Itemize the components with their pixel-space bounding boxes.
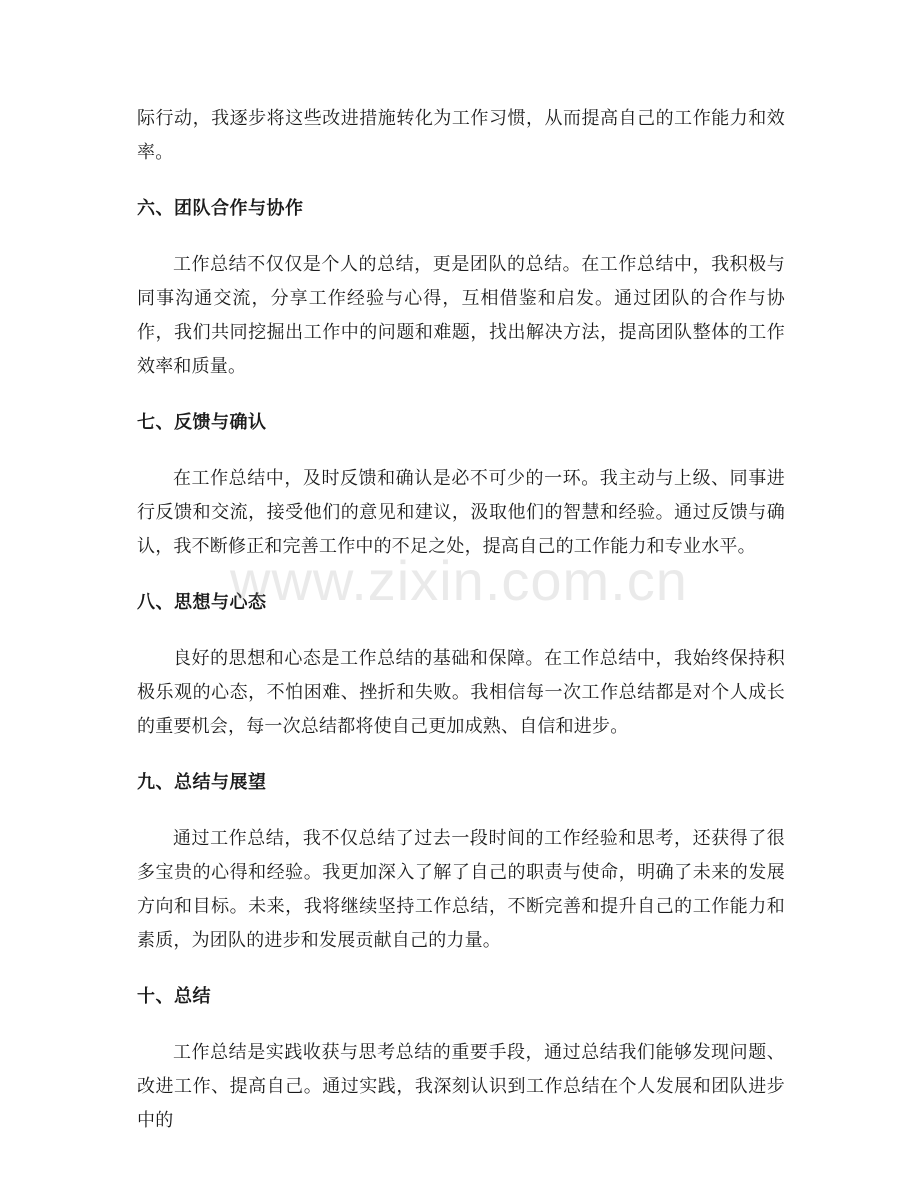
section-paragraph-10: 工作总结是实践收获与思考总结的重要手段，通过总结我们能够发现问题、改进工作、提高自己。通过实践，我深刻认识到工作总结在个人发展和团队进步中的 — [137, 1042, 785, 1131]
document-body — [137, 102, 785, 1138]
section-paragraph-6: 工作总结不仅仅是个人的总结，更是团队的总结。在工作总结中，我积极与同事沟通交流，分享工作经验与心得，互相借鉴和启发。通过团队的合作与协作，我们共同挖掘出工作中的问题和难题，找出解决方法，提高团队整体的工作效率和质量。 — [137, 254, 785, 377]
opening-paragraph: 际行动，我逐步将这些改进措施转化为工作习惯，从而提高自己的工作能力和效率。 — [137, 108, 785, 163]
section-paragraph-8: 良好的思想和心态是工作总结的基础和保障。在工作总结中，我始终保持积极乐观的心态，不怕困难、挫折和失败。我相信每一次工作总结都是对个人成长的重要机会，每一次总结都将使自己更加成熟、自信和进步。 — [137, 648, 785, 737]
watermark-text: www.zixin.com.cn — [230, 549, 688, 612]
section-heading-10: 十、总结 — [137, 986, 211, 1007]
section-paragraph-9: 通过工作总结，我不仅总结了过去一段时间的工作经验和思考，还获得了很多宝贵的心得和经验。我更加深入了解了自己的职责与使命，明确了未来的发展方向和目标。未来，我将继续坚持工作总结，不断完善和提升自己的工作能力和素质，为团队的进步和发展贡献自己的力量。 — [137, 828, 785, 951]
section-heading-6: 六、团队合作与协作 — [137, 198, 304, 219]
section-paragraph-7: 在工作总结中，及时反馈和确认是必不可少的一环。我主动与上级、同事进行反馈和交流，接受他们的意见和建议，汲取他们的智慧和经验。通过反馈与确认，我不断修正和完善工作中的不足之处，提高自己的工作能力和专业水平。 — [137, 468, 785, 557]
section-heading-8: 八、思想与心态 — [137, 592, 267, 613]
section-heading-7: 七、反馈与确认 — [137, 412, 267, 433]
section-heading-9: 九、总结与展望 — [137, 772, 267, 793]
